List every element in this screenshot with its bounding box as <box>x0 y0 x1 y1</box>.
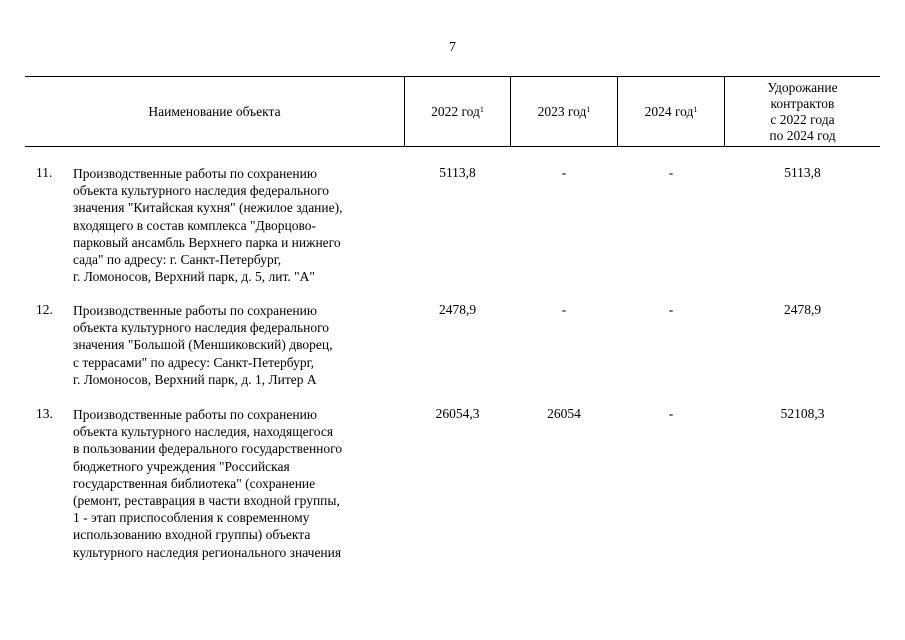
value-2024: - <box>668 165 674 180</box>
object-name: Производственные работы по сохранению объекта культурного наследия, находящегося в пользовании федерального государственного бюджетного учреждения "Российская государственная библиотека" (сохранение (ремонт, реставрация в части входной группы, 1 - этап приспособления к современному использованию входной группы) объекта культурного наследия регионального значения <box>73 407 343 560</box>
value-2023: - <box>561 302 567 317</box>
value-2023: 26054 <box>547 406 581 421</box>
header-2024: 2024 год$^1$ <box>644 104 698 119</box>
object-name: Производственные работы по сохранению объекта культурного наследия федерального значения "Китайская кухня" (нежилое здание), входящего в состав комплекса "Дворцово- парковый ансамбль Верхнего парка и нижнего сада" по адресу: г. Санкт-Петербург, г. Ломоносов, Верхний парк, д. 5, лит. "А" <box>73 166 343 285</box>
header-2023: 2023 год$^1$ <box>537 104 591 119</box>
row-number: 11. <box>36 165 53 180</box>
object-name: Производственные работы по сохранению объекта культурного наследия федерального значения "Большой (Меншиковский) дворец, с террасами" по адресу: Санкт-Петербург, г. Ломоносов, Верхний парк, д. 1, Литер А <box>73 303 333 387</box>
row-number: 13. <box>36 406 53 421</box>
value-total: 52108,3 <box>780 406 825 421</box>
value-2024: - <box>668 406 674 421</box>
value-2022: 26054,3 <box>435 406 480 421</box>
value-2022: 2478,9 <box>438 302 477 317</box>
value-2022: 5113,8 <box>439 165 476 180</box>
value-2024: - <box>668 302 674 317</box>
header-2022: 2022 год$^1$ <box>431 104 484 119</box>
value-total: 2478,9 <box>783 302 822 317</box>
footnote-mark: 1 <box>693 105 698 114</box>
header-object-name: Наименование объекта <box>148 104 281 119</box>
value-total: 5113,8 <box>784 165 821 180</box>
header-cost-increase: Удорожание контрактов с 2022 года по 2024 год <box>767 79 838 143</box>
footnote-mark: 1 <box>586 105 591 114</box>
value-2023: - <box>561 165 567 180</box>
footnote-mark: 1 <box>479 105 484 114</box>
page-number: 7 <box>449 40 456 55</box>
table-header-bottom-border <box>25 146 880 147</box>
row-number: 12. <box>36 302 53 317</box>
